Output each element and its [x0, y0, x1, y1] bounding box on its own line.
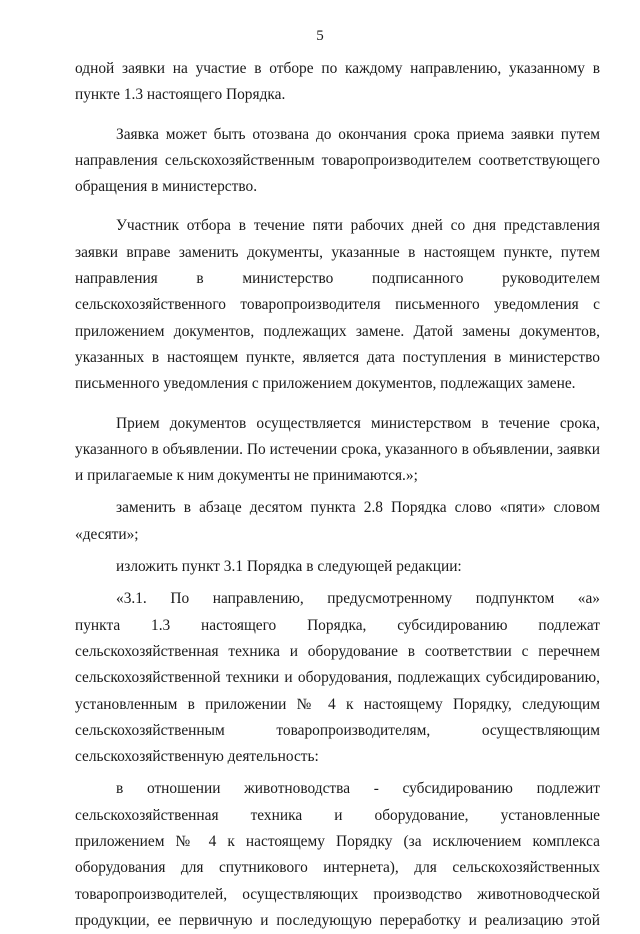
- paragraph-document-replacement: [75, 213, 600, 397]
- text-line: изложить пункт 3.1 Порядка в следующей редакции:: [116, 558, 462, 576]
- document-body: [75, 56, 600, 934]
- text-line: сельскохозяйственной техники и оборудования, подлежащих субсидированию,: [75, 669, 600, 687]
- text-line: письменного уведомления с приложением документов, подлежащих замене.: [75, 375, 576, 393]
- text-line: «десяти»;: [75, 525, 139, 543]
- text-line: заявки вправе заменить документы, указанные в настоящем пункте, путем: [75, 243, 600, 261]
- text-line: Прием документов осуществляется министерством в течение срока,: [116, 414, 600, 432]
- text-line: указанного в объявлении. По истечении срока, указанного в объявлении, заявки: [75, 440, 600, 458]
- text-line: заменить в абзаце десятом пункта 2.8 Порядка слово «пяти» словом: [116, 499, 600, 517]
- text-line: одной заявки на участие в отборе по каждому направлению, указанному в: [75, 60, 600, 77]
- text-line: сельскохозяйственного товаропроизводителя письменного уведомления с: [75, 296, 600, 314]
- paragraph-clause-3-1: [75, 586, 600, 770]
- text-line: сельскохозяйственная техника и оборудование в соответствии с перечнем: [75, 642, 600, 660]
- paragraph-amendment-2-8: [75, 495, 600, 548]
- text-line: продукции, ее первичную и последующую переработку и реализацию этой: [75, 911, 600, 929]
- paragraph-amendment-3-1: [75, 554, 600, 580]
- text-line: пункта 1.3 настоящего Порядка, субсидированию подлежат: [75, 616, 600, 634]
- page-number: 5: [316, 28, 324, 44]
- text-line: указанных в настоящем пункте, является дата поступления в министерство: [75, 348, 600, 366]
- paragraph-application-limit: [75, 56, 600, 109]
- text-line: и прилагаемые к ним документы не принимаются.»;: [75, 467, 418, 485]
- text-line: в отношении животноводства - субсидированию подлежит: [116, 780, 600, 798]
- text-line: оборудования для спутникового интернета), для сельскохозяйственных: [75, 859, 600, 877]
- text-line: приложением № 4 к настоящему Порядку (за исключением комплекса: [75, 833, 600, 851]
- paragraph-acceptance: [75, 411, 600, 490]
- text-line: приложением документов, подлежащих замене. Датой замены документов,: [75, 322, 600, 340]
- text-line: «3.1. По направлению, предусмотренному подпунктом «а»: [116, 590, 600, 608]
- text-line: направления в министерство подписанного руководителем: [75, 270, 600, 288]
- paragraph-withdrawal: [75, 122, 600, 201]
- paragraph-livestock: [75, 776, 600, 934]
- text-line: направления сельскохозяйственным товаропроизводителем соответствующего: [75, 151, 600, 169]
- text-line: обращения в министерство.: [75, 178, 258, 196]
- text-line: Заявка может быть отозвана до окончания срока приема заявки путем: [116, 125, 600, 143]
- text-line: сельскохозяйственным товаропроизводителям, осуществляющим: [75, 721, 600, 739]
- text-line: сельскохозяйственная техника и оборудование, установленные: [75, 806, 600, 824]
- text-line: пункте 1.3 настоящего Порядка.: [75, 86, 286, 104]
- text-line: товаропроизводителей, осуществляющих производство животноводческой: [75, 885, 600, 903]
- text-line: сельскохозяйственную деятельность:: [75, 748, 319, 766]
- text-line: Участник отбора в течение пяти рабочих дней со дня представления: [116, 217, 600, 235]
- text-line: установленным в приложении № 4 к настоящему Порядку, следующим: [75, 695, 600, 713]
